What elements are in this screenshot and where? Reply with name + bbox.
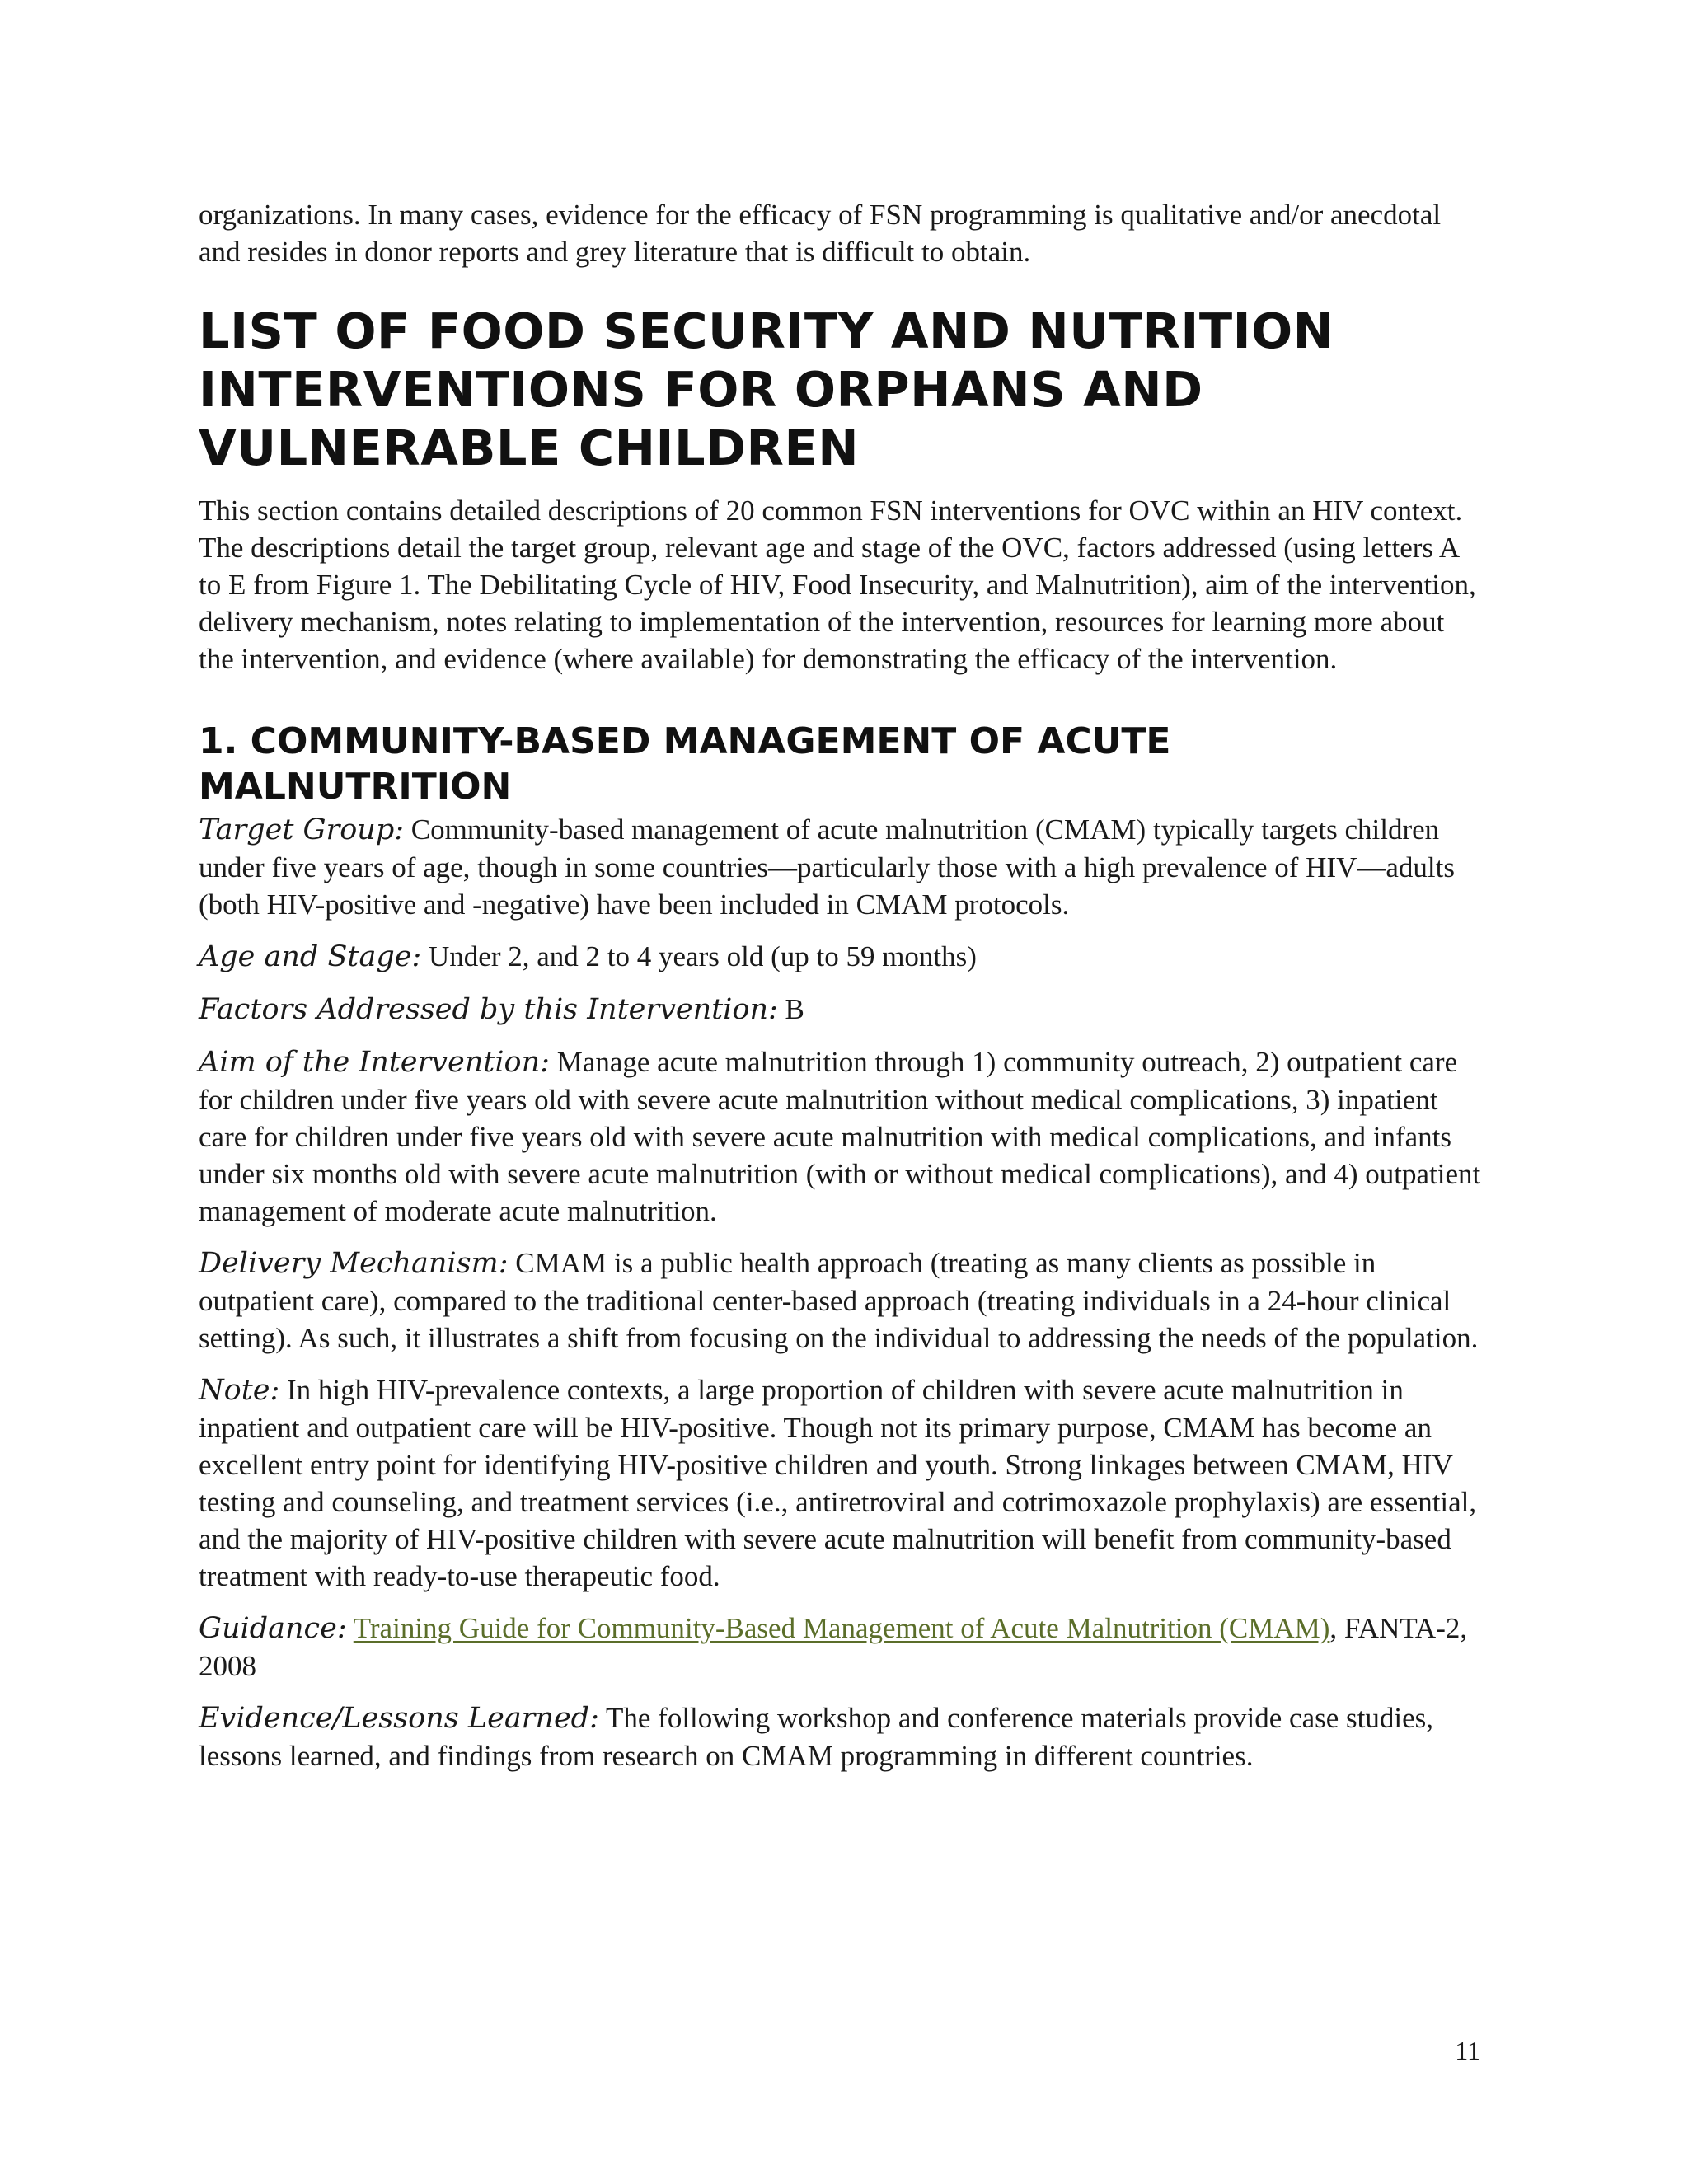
factors-field [199, 991, 1484, 1029]
guidance-field [199, 1610, 1484, 1685]
delivery-label: Delivery Mechanism: [199, 1247, 509, 1280]
delivery-field [199, 1244, 1484, 1357]
section-intro-paragraph: This section contains detailed descriptions of 20 common FSN interventions for OVC within an HIV context. The descriptions detail the target group, relevant age and stage of the OVC, factors addressed (using letters A to E from Figure 1. The Debilitating Cycle of HIV, Food Insecurity, and Malnutrition), aim of the intervention, delivery mechanism, notes relating to implementation of the intervention, resources for learning more about the intervention, and evidence (where available) for demonstrating the efficacy of the intervention. [199, 494, 1476, 675]
delivery-text: CMAM is a public health approach (treating as many clients as possible in outpatient care), compared to the traditional center-based approach (treating individuals in a 24-hour clinical setting). As such, it illustrates a shift from focusing on the individual to addressing the needs of the population. [199, 1247, 1479, 1354]
guidance-link[interactable]: Training Guide for Community-Based Management of Acute Malnutrition (CMAM) [353, 1612, 1330, 1644]
intro-paragraph: organizations. In many cases, evidence for the efficacy of FSN programming is qualitative and/or anecdotal and resides in donor reports and grey literature that is difficult to obtain. [199, 199, 1442, 268]
document-page [199, 196, 1484, 1789]
age-stage-text: Under 2, and 2 to 4 years old (up to 59 months) [429, 940, 977, 972]
factors-text: B [785, 993, 804, 1025]
guidance-source-text: , FANTA-2, 2008 [199, 1612, 1468, 1682]
evidence-text: The following workshop and conference materials provide case studies, lessons learned, and findings from research on CMAM programming in different countries. [199, 1702, 1433, 1772]
aim-label: Aim of the Intervention: [199, 1046, 550, 1079]
intervention-heading: 1. COMMUNITY-BASED MANAGEMENT OF ACUTE MALNUTRITION [199, 720, 1171, 808]
page-number: 11 [1455, 2036, 1480, 2065]
main-heading: LIST OF FOOD SECURITY AND NUTRITION INTERVENTIONS FOR ORPHANS AND VULNERABLE CHILDREN [199, 302, 1334, 476]
factors-label: Factors Addressed by this Intervention: [199, 993, 778, 1026]
note-label: Note: [199, 1374, 280, 1407]
age-stage-label: Age and Stage: [199, 940, 422, 973]
evidence-label: Evidence/Lessons Learned: [199, 1702, 599, 1735]
evidence-field [199, 1699, 1484, 1774]
note-field [199, 1371, 1484, 1595]
age-stage-field [199, 938, 1484, 976]
target-group-field [199, 811, 1484, 923]
target-group-text: Community-based management of acute malnutrition (CMAM) typically targets children under five years of age, though in some countries—particularly those with a high prevalence of HIV—adults (both HIV-positive and -negative) have been included in CMAM protocols. [199, 813, 1455, 921]
guidance-label: Guidance: [199, 1612, 347, 1645]
aim-text: Manage acute malnutrition through 1) community outreach, 2) outpatient care for children under five years old with severe acute malnutrition without medical complications, 3) inpatient care for children under five years old with severe acute malnutrition with medical complications, and infants under six months old with severe acute malnutrition (with or without medical complications), and 4) outpatient management of moderate acute malnutrition. [199, 1046, 1481, 1227]
note-text: In high HIV-prevalence contexts, a large proportion of children with severe acute malnutrition in inpatient and outpatient care will be HIV-positive. Though not its primary purpose, CMAM has become an excellent entry point for identifying HIV-positive children and youth. Strong linkages between CMAM, HIV testing and counseling, and treatment services (i.e., antiretroviral and cotrimoxazole prophylaxis) are essential, and the majority of HIV-positive children with severe acute malnutrition will benefit from community-based treatment with ready-to-use therapeutic food. [199, 1374, 1477, 1592]
target-group-label: Target Group: [199, 813, 405, 846]
aim-field [199, 1043, 1484, 1230]
